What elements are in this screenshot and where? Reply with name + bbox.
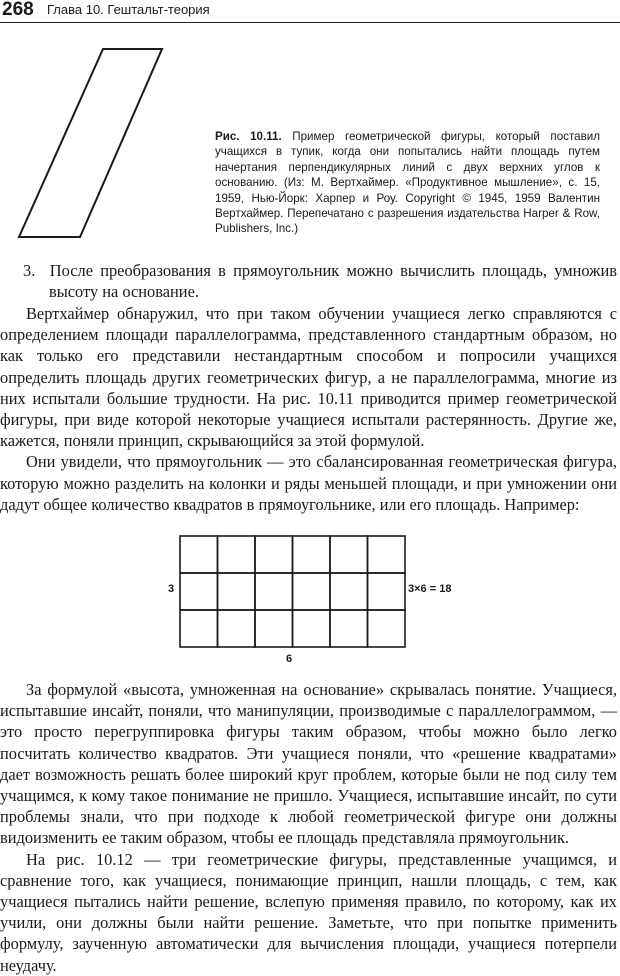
paragraph-2: Они увидели, что прямоугольник — это сбалансированная геометрическая фигура, которую можно разделить на колонки и ряды меньшей площади, и при умножении они дадут общее количество квадратов в прямоугольнике, или его площадь. Например: xyxy=(0,452,617,514)
paragraph-4: На рис. 10.12 — три геометрические фигуры, представленные учащимся, и сравнение того, как учащиеся, понимающие принцип, нашли площадь, с тем, как учащиеся пытались найти решение, вслепую применяя правило, по которому, как их учили, они должны были найти решение. Заметьте, что при попытке применить формулу, заученную автоматически для вычисления площади, учащиеся потерпели неудачу. xyxy=(0,849,617,975)
chapter-title: Глава 10. Гештальт-теория xyxy=(47,2,210,17)
grid-cell xyxy=(180,610,218,647)
figure-10-11-caption xyxy=(215,129,600,237)
list-item-number: 3. xyxy=(23,261,36,280)
paragraph-3: За формулой «высота, умноженная на основание» скрывалась понятие. Учащиеся, испытавшие инсайт, поняли, что манипуляции, производимые с параллелограммом, — это просто перегруппировка фигуры таким образом, чтобы можно было легко посчитать количество квадратов. Эти учащиеся поняли, что «решение квадратами» дает возможность решать более широкий круг проблем, которые были не под силу тем учащимся, к кому такое понимание не пришло. Учащиеся, испытавшие инсайт, по сути проблемы знали, что при подходе к любой геометрической фигуре они должны видоизменить ее таким образом, чтобы ее площадь представляла прямоугольник. xyxy=(0,680,617,848)
page-number: 268 xyxy=(2,0,34,20)
grid-formula-label: 3×6 = 18 xyxy=(408,583,452,595)
paragraphs-bottom xyxy=(0,679,617,976)
grid-cell xyxy=(368,536,406,573)
grid-cell xyxy=(293,610,331,647)
grid-width-label: 6 xyxy=(286,653,293,665)
list-item-3 xyxy=(0,260,617,302)
parallelogram-figure xyxy=(0,40,170,245)
grid-cell xyxy=(218,610,256,647)
grid-cell xyxy=(368,573,406,610)
grid-cell xyxy=(218,573,256,610)
figure-10-11-label: Рис. 10.11. xyxy=(215,130,282,143)
grid-cells xyxy=(180,536,405,647)
list-item-text: После преобразования в прямоугольник можно вычислить площадь, умножив высоту на основание. xyxy=(49,261,618,302)
grid-cell xyxy=(330,610,368,647)
grid-cell xyxy=(330,573,368,610)
grid-cell xyxy=(293,536,331,573)
grid-height-label: 3 xyxy=(168,583,175,595)
grid-cell xyxy=(293,573,331,610)
grid-cell xyxy=(255,573,293,610)
page-header xyxy=(0,0,620,23)
figure-10-11-caption-text: Пример геометрической фигуры, который поставил учащихся в тупик, когда они попытались найти площадь путем начертания перпендикулярных линий с двух верхних углов к основанию. (Из: М. Вертхаймер. «Продуктивное мышление», с. 15, 1959, Нью-Йорк: Харпер и Роу. Copyright © 1945, 1959 Валентин Вертхаймер. Перепечатано с разрешения издательства Harper & Row, Publishers, Inc.) xyxy=(215,130,600,236)
grid-cell xyxy=(180,573,218,610)
paragraphs-top xyxy=(0,303,617,515)
grid-figure xyxy=(160,530,470,670)
grid-cell xyxy=(218,536,256,573)
grid-cell xyxy=(330,536,368,573)
grid-cell xyxy=(368,610,406,647)
parallelogram-shape xyxy=(19,49,162,237)
paragraph-1: Вертхаймер обнаружил, что при таком обучении учащиеся легко справляются с определением площади параллелограмма, представленного стандартным образом, но как только его представили нестандартным способом и попросили учащихся определить площадь других геометрических фигур, а не параллелограмма, многие из них испытали большие трудности. На рис. 10.11 приводится пример геометрической фигуры, при виде которой некоторые учащиеся испытали растерянность. Другие же, кажется, поняли принцип, скрывающийся за этой формулой. xyxy=(0,304,617,451)
grid-cell xyxy=(180,536,218,573)
grid-cell xyxy=(255,610,293,647)
grid-cell xyxy=(255,536,293,573)
